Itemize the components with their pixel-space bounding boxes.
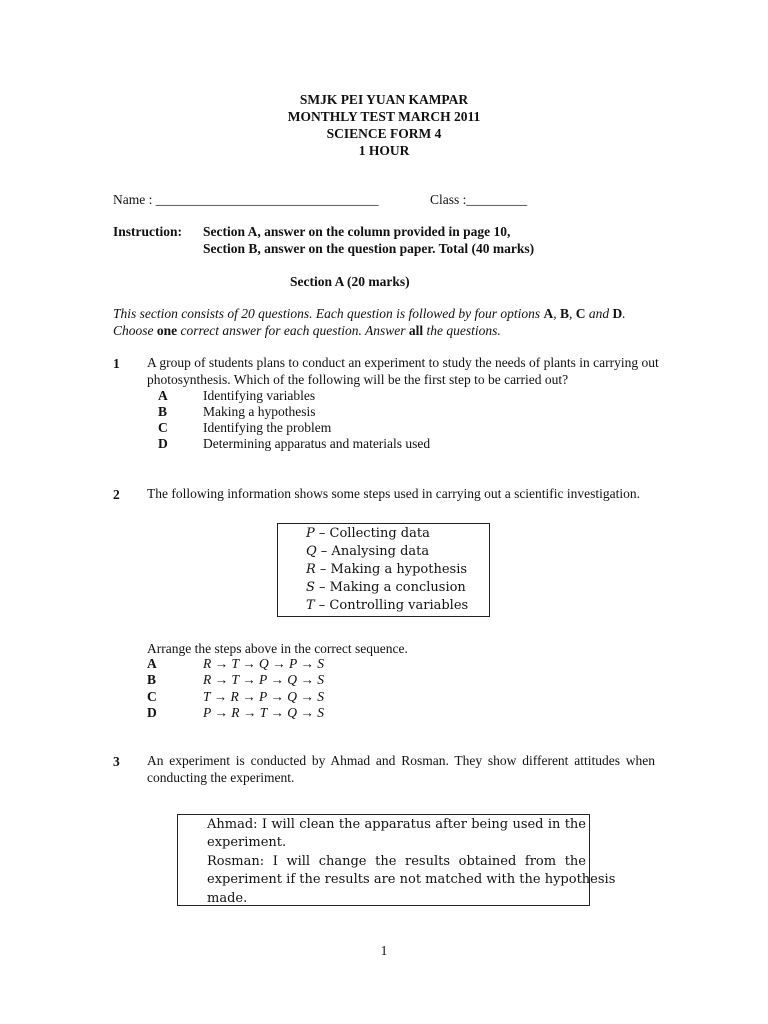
q1-option-text: Determining apparatus and materials used [203,436,431,451]
instruction-label: Instruction: [113,224,183,239]
q1-option-letter: C [158,420,168,435]
q3-text: An experiment is conducted by Ahmad and Rosman. They show different attitudes when conducting the experiment. [147,753,655,785]
q1-option-text: Making a hypothesis [203,404,316,419]
class-label: Class : [430,192,467,207]
q1-option-letter: B [158,404,168,419]
page-number: 1 [380,943,388,958]
q1-option-text: Identifying the problem [203,420,332,435]
q2-option-text: R → T → P → Q → S [203,672,325,687]
q3-box-line: Rosman: I will change the results obtained from the [207,853,586,869]
q2-step: P – Collecting data [306,526,430,541]
q1-number: 1 [113,356,120,371]
name-line: _________________________________ [155,192,379,207]
q3-box-line: experiment. [207,835,287,851]
name-field [113,191,379,208]
q2-step: S – Making a conclusion [306,580,466,595]
class-field [430,191,527,208]
duration: 1 HOUR [358,143,410,158]
q2-step: T – Controlling variables [306,598,469,613]
q3-attitudes-box [177,814,616,906]
q2-number: 2 [113,487,120,502]
q3-box-line: Ahmad: I will clean the apparatus after being used in the [207,817,586,832]
q3-box-line: made. [207,890,248,906]
q2-text: The following information shows some steps used in carrying out a scientific investigation. [147,486,641,501]
school-name: SMJK PEI YUAN KAMPAR [299,92,469,107]
q2-option-text: T → R → P → Q → S [203,689,325,704]
q2-step: Q – Analysing data [306,544,430,559]
section-intro-line-1: This section consists of 20 questions. Each question is followed by four options A, B, C and D. [113,306,626,321]
q2-option-letter: B [147,672,157,687]
instruction-line-1: Section A, answer on the column provided in page 10, [203,224,511,239]
test-title: MONTHLY TEST MARCH 2011 [287,109,481,124]
section-title: Section A (20 marks) [290,274,410,289]
q2-option-letter: A [147,656,157,671]
section-intro-line-2: Choose one correct answer for each question. Answer all the questions. [113,323,501,338]
exam-header [0,91,768,159]
instruction-line-2: Section B, answer on the question paper. Total (40 marks) [203,241,535,256]
q3-box-line: experiment if the results are not matched with the hypothesis [207,872,616,888]
q2-option-text: R → T → Q → P → S [203,656,325,671]
name-label: Name : [113,192,153,207]
q3-number: 3 [113,754,120,769]
q1-option-text: Identifying variables [203,388,316,403]
q2-option-text: P → R → T → Q → S [203,705,325,720]
q2-option-letter: C [147,689,157,704]
class-line: _________ [466,192,528,207]
q1-text: A group of students plans to conduct an experiment to study the needs of plants in carrying out photosynthesis. Which of the following will be the first step to be carried out? [147,355,659,387]
q2-prompt: Arrange the steps above in the correct sequence. [147,641,408,656]
q1-option-letter: D [158,436,168,451]
q2-option-letter: D [147,705,157,720]
subject-title: SCIENCE FORM 4 [326,126,442,141]
q2-step: R – Making a hypothesis [306,562,468,577]
q2-steps-box [277,523,490,617]
q1-option-letter: A [158,388,168,403]
